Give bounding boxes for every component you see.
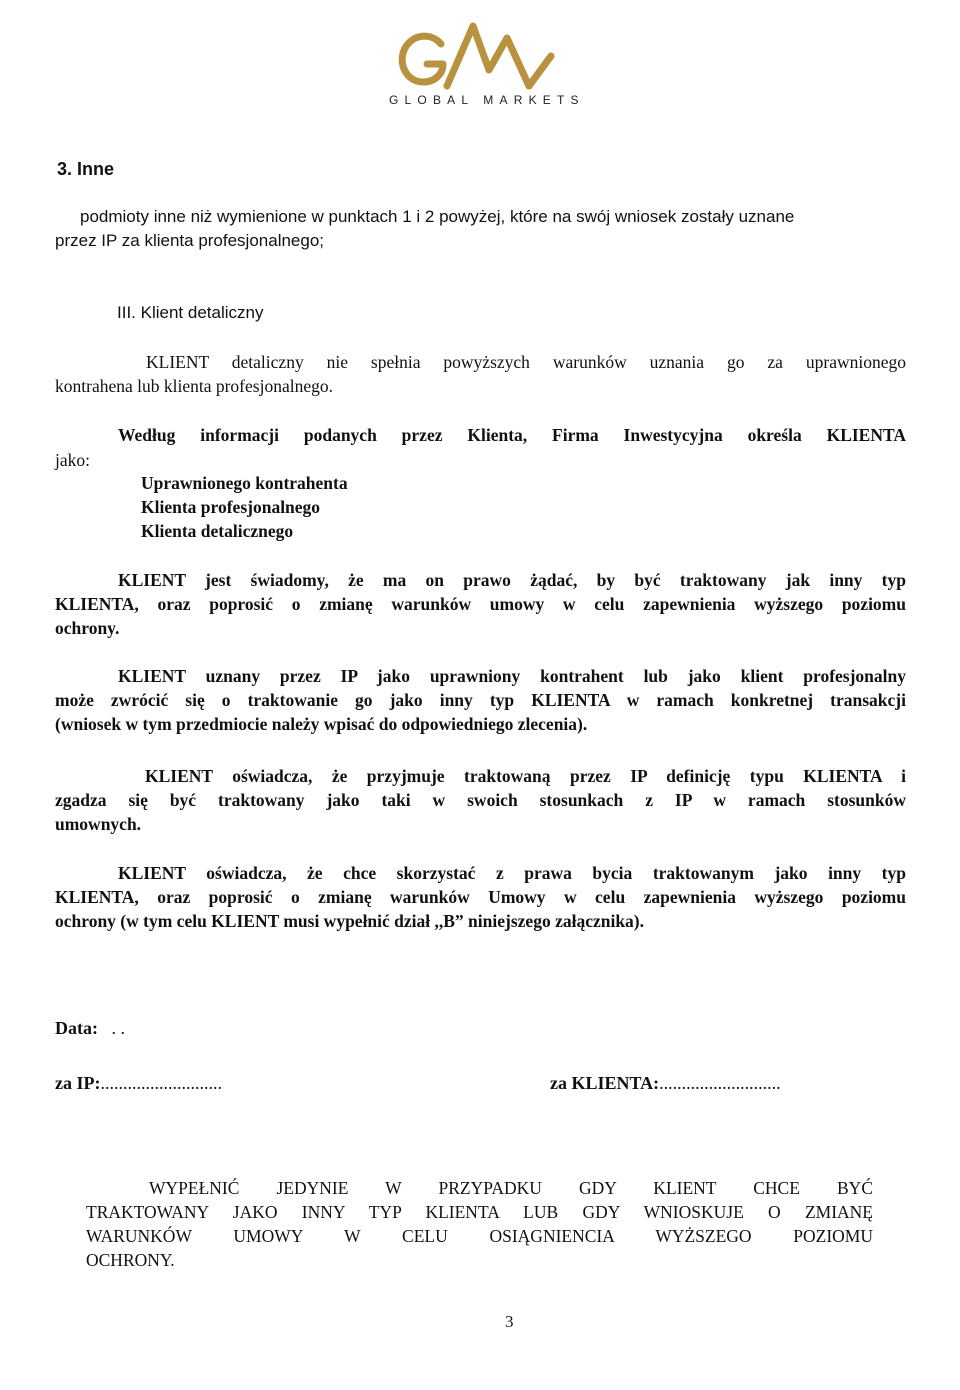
notice-line-4: OCHRONY. [86, 1250, 175, 1270]
section-iii-line-1: KLIENT detaliczny nie spełnia powyższych warunków uznania go za uprawnionego [146, 352, 906, 372]
option-profesjonalny: Klienta profesjonalnego [141, 497, 321, 517]
para-2-line-3: (wniosek w tym przedmiocie należy wpisać do odpowiedniego zlecenia). [55, 714, 588, 734]
logo-subtitle: GLOBAL MARKETS [389, 93, 585, 107]
section-3-heading: 3. Inne [57, 159, 115, 179]
para-3-line-2: zgadza się być traktowany jako taki w swoich stosunkach z IP w ramach stosunków [55, 790, 906, 810]
option-detaliczny: Klienta detalicznego [141, 521, 294, 541]
date-label: Data: [55, 1018, 98, 1038]
para-1-line-3: ochrony. [55, 618, 120, 638]
section-iii-heading: III. Klient detaliczny [117, 303, 264, 322]
ip-dots: ........................... [100, 1073, 222, 1093]
para-3-line-1: KLIENT oświadcza, że przyjmuje traktowaną przez IP definicję typu KLIENTA i [145, 766, 906, 786]
para-1-line-2: KLIENTA, oraz poprosić o zmianę warunków umowy w celu zapewnienia wyższego poziomu [55, 594, 906, 614]
ip-label: za IP: [55, 1073, 101, 1093]
section-iii-line-2: kontrahena lub klienta profesjonalnego. [55, 376, 333, 396]
para-2-line-1: KLIENT uznany przez IP jako uprawniony kontrahent lub jako klient profesjonalny [118, 666, 906, 686]
para-3-line-3: umownych. [55, 814, 142, 834]
date-field [55, 1018, 125, 1039]
ip-signature [55, 1073, 222, 1094]
klient-label: za KLIENTA: [550, 1073, 660, 1093]
notice-line-2: TRAKTOWANY JAKO INNY TYP KLIENTA LUB GDY WNIOSKUJE O ZMIANĘ [86, 1202, 873, 1222]
para-4-line-2: KLIENTA, oraz poprosić o zmianę warunków Umowy w celu zapewnienia wyższego poziomu [55, 887, 906, 907]
option-uprawniony: Uprawnionego kontrahenta [141, 473, 348, 493]
classification-intro: Według informacji podanych przez Klienta, Firma Inwestycyjna określa KLIENTA [118, 425, 906, 445]
para-2-line-2: może zwrócić się o traktowanie go jako inny typ KLIENTA w ramach konkretnej transakcji [55, 690, 906, 710]
page-number: 3 [505, 1312, 514, 1331]
para-4-line-1: KLIENT oświadcza, że chce skorzystać z prawa bycia traktowanym jako inny typ [118, 863, 906, 883]
para-1-line-1: KLIENT jest świadomy, że ma on prawo żądać, by być traktowany jak inny typ [118, 570, 906, 590]
notice-line-3: WARUNKÓW UMOWY W CELU OSIĄGNIENCIA WYŻSZEGO POZIOMU [86, 1226, 873, 1246]
section-3-line-1: podmioty inne niż wymienione w punktach 1 i 2 powyżej, które na swój wniosek zostały uznane [80, 207, 795, 226]
klient-dots: ........................... [659, 1073, 781, 1093]
section-3-line-2: przez IP za klienta profesjonalnego; [55, 231, 325, 250]
date-dots: . . [111, 1018, 125, 1038]
jako-label: jako: [55, 450, 90, 470]
notice-line-1: WYPEŁNIĆ JEDYNIE W PRZYPADKU GDY KLIENT CHCE BYĆ [149, 1178, 873, 1198]
klient-signature [550, 1073, 781, 1094]
para-4-line-3: ochrony (w tym celu KLIENT musi wypełnić dział ,,B” niniejszego załącznika). [55, 911, 645, 931]
